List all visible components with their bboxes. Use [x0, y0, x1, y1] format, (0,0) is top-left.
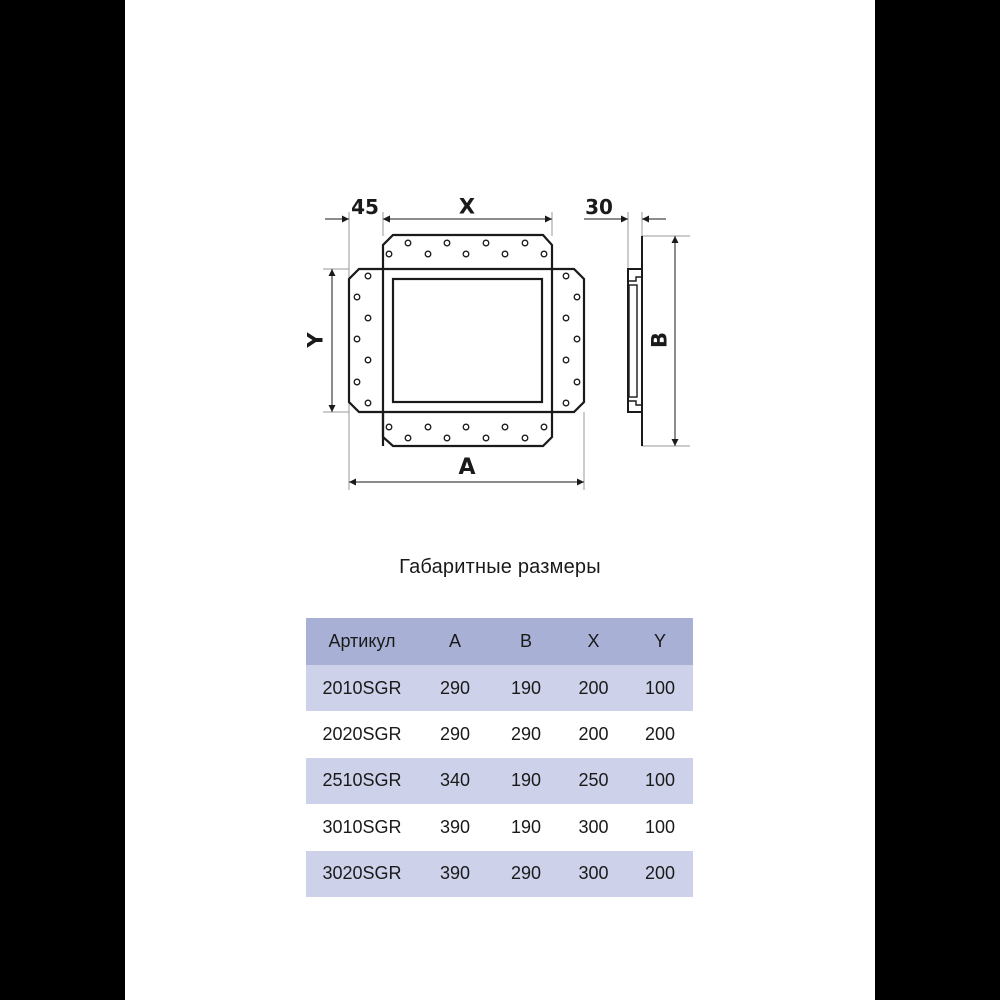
column-header-a: A [448, 631, 461, 651]
dimension-label-y: Y [303, 332, 328, 348]
cell-y: 200 [644, 724, 676, 745]
dimensions-table [306, 618, 693, 897]
table-row [306, 804, 693, 850]
cell-a: 290 [439, 724, 471, 745]
column-header-x: X [587, 631, 600, 651]
mounting-holes [354, 240, 580, 441]
cell-b: 190 [510, 677, 542, 698]
cell-x: 300 [578, 863, 609, 884]
cell-b: 290 [510, 724, 542, 745]
table-row [306, 758, 693, 804]
cell-article: 2020SGR [322, 724, 402, 745]
cell-article: 2010SGR [322, 677, 402, 698]
cell-y: 200 [644, 863, 676, 884]
cell-a: 390 [439, 816, 471, 837]
dimension-lines [325, 219, 675, 482]
column-header-b: B [519, 631, 532, 651]
dimension-label-x: X [458, 194, 476, 219]
cell-x: 200 [578, 724, 609, 745]
cell-x: 300 [578, 816, 609, 837]
cell-article: 2510SGR [322, 770, 402, 791]
cell-a: 390 [439, 863, 471, 884]
column-header-y: Y [653, 631, 666, 651]
cell-a: 340 [439, 770, 471, 791]
cell-x: 250 [578, 770, 609, 791]
cell-y: 100 [644, 816, 676, 837]
dimension-label-45: 45 [351, 195, 379, 219]
section-title: Габаритные размеры [399, 556, 601, 578]
table-row [306, 665, 693, 711]
cell-b: 190 [510, 816, 542, 837]
dimension-label-30: 30 [585, 195, 613, 219]
cell-x: 200 [578, 677, 609, 698]
dimension-label-a: A [458, 455, 476, 480]
side-view [628, 236, 642, 446]
cell-y: 100 [644, 770, 676, 791]
cell-b: 190 [510, 770, 542, 791]
cell-y: 100 [644, 677, 676, 698]
table-row [306, 711, 693, 757]
column-header-article: Артикул [328, 631, 396, 651]
table-header-row [306, 618, 693, 665]
dimension-label-b: B [647, 331, 672, 349]
cell-article: 3020SGR [322, 863, 402, 884]
cell-a: 290 [439, 677, 471, 698]
front-view [349, 235, 584, 446]
cell-b: 290 [510, 863, 542, 884]
cell-article: 3010SGR [322, 816, 402, 837]
table-row [306, 851, 693, 897]
